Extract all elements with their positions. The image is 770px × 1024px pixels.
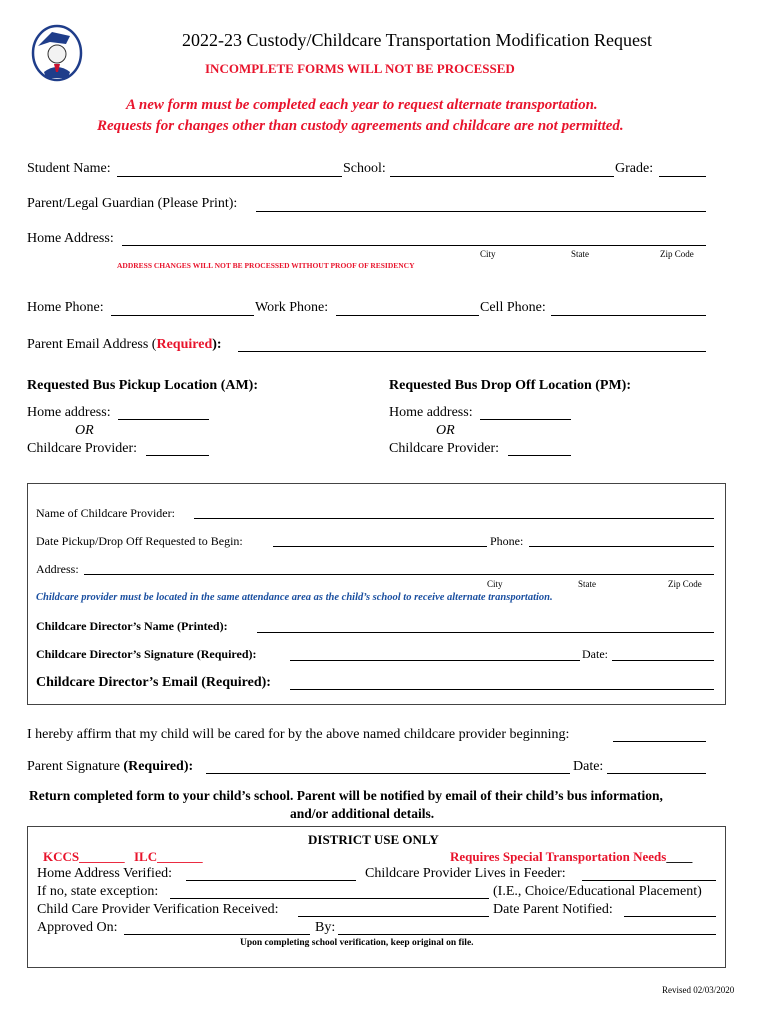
notice-line-1: A new form must be completed each year to request alternate transportation. bbox=[126, 97, 598, 113]
state-exception-label: If no, state exception: bbox=[37, 884, 159, 899]
director-date-label: Date: bbox=[582, 647, 608, 661]
approved-by-label: By: bbox=[315, 920, 336, 935]
parent-date-field[interactable] bbox=[607, 773, 706, 774]
home-verified-label: Home Address Verified: bbox=[37, 866, 173, 881]
cell-phone-field[interactable] bbox=[551, 315, 706, 316]
cell-phone-label: Cell Phone: bbox=[480, 300, 546, 315]
special-needs-field[interactable]: ____ bbox=[666, 849, 693, 864]
director-signature-label: Childcare Director’s Signature (Required): bbox=[36, 647, 257, 661]
incomplete-warning: INCOMPLETE FORMS WILL NOT BE PROCESSED bbox=[205, 61, 515, 76]
director-signature-field[interactable] bbox=[290, 660, 580, 661]
parent-signature-field[interactable] bbox=[206, 773, 570, 774]
return-instructions-line-2: and/or additional details. bbox=[290, 806, 435, 821]
director-name-field[interactable] bbox=[257, 632, 714, 633]
email-label-pre: Parent Email Address ( bbox=[27, 337, 157, 352]
ilc-field[interactable]: ILC_______ bbox=[134, 849, 203, 864]
school-field[interactable] bbox=[390, 176, 614, 177]
student-name-label: Student Name: bbox=[27, 161, 111, 176]
pm-home-address-label: Home address: bbox=[389, 405, 473, 420]
email-required: Required bbox=[156, 337, 213, 352]
approved-by-field[interactable] bbox=[338, 934, 716, 935]
kccs-field[interactable]: KCCS_______ bbox=[43, 849, 125, 864]
provider-zip-label: Zip Code bbox=[668, 579, 702, 589]
director-email-label: Childcare Director’s Email (Required): bbox=[36, 675, 271, 690]
attendance-area-note: Childcare provider must be located in the same attendance area as the child’s school to receive alternate transportation. bbox=[36, 592, 553, 603]
patriot-mascot-logo-icon bbox=[30, 24, 84, 82]
parent-signature-label bbox=[27, 759, 193, 775]
home-address-label: Home Address: bbox=[27, 231, 114, 246]
zip-label: Zip Code bbox=[660, 249, 694, 259]
revised-date: Revised 02/03/2020 bbox=[662, 985, 735, 995]
parent-email-label bbox=[27, 337, 222, 353]
state-exception-field[interactable] bbox=[170, 898, 489, 899]
date-notified-field[interactable] bbox=[624, 916, 716, 917]
home-address-field[interactable] bbox=[122, 245, 706, 246]
provider-verification-label: Child Care Provider Verification Received: bbox=[37, 902, 279, 917]
provider-address-label: Address: bbox=[36, 562, 79, 576]
director-email-field[interactable] bbox=[290, 689, 714, 690]
district-footer-note: Upon completing school verification, keep original on file. bbox=[240, 938, 474, 948]
pm-dropoff-heading: Requested Bus Drop Off Location (PM): bbox=[389, 378, 632, 393]
home-phone-label: Home Phone: bbox=[27, 300, 104, 315]
grade-field[interactable] bbox=[659, 176, 706, 177]
form-title: 2022-23 Custody/Childcare Transportation Modification Request bbox=[182, 30, 652, 50]
lives-in-feeder-label: Childcare Provider Lives in Feeder: bbox=[365, 866, 566, 881]
exception-examples: (I.E., Choice/Educational Placement) bbox=[493, 884, 702, 899]
home-verified-field[interactable] bbox=[186, 880, 356, 881]
provider-name-field[interactable] bbox=[194, 518, 714, 519]
director-name-label: Childcare Director’s Name (Printed): bbox=[36, 619, 228, 633]
guardian-field[interactable] bbox=[256, 211, 706, 212]
provider-city-label: City bbox=[487, 579, 503, 589]
student-name-field[interactable] bbox=[117, 176, 342, 177]
city-label: City bbox=[480, 249, 496, 259]
pm-home-address-field[interactable] bbox=[480, 419, 571, 420]
parent-date-label: Date: bbox=[573, 759, 604, 774]
provider-address-field[interactable] bbox=[84, 574, 714, 575]
am-childcare-provider-label: Childcare Provider: bbox=[27, 441, 138, 456]
work-phone-field[interactable] bbox=[336, 315, 479, 316]
provider-state-label: State bbox=[578, 579, 596, 589]
provider-phone-field[interactable] bbox=[529, 546, 714, 547]
date-begin-label: Date Pickup/Drop Off Requested to Begin: bbox=[36, 534, 243, 548]
return-instructions-line-1: Return completed form to your child’s school. Parent will be notified by email of their child’s bus information, bbox=[29, 788, 663, 803]
am-or-label: OR bbox=[75, 423, 94, 438]
lives-in-feeder-field[interactable] bbox=[582, 880, 716, 881]
provider-name-label: Name of Childcare Provider: bbox=[36, 506, 175, 520]
provider-phone-label: Phone: bbox=[490, 534, 524, 548]
date-notified-label: Date Parent Notified: bbox=[493, 902, 613, 917]
parent-signature-required: (Required): bbox=[123, 759, 194, 774]
pm-childcare-provider-label: Childcare Provider: bbox=[389, 441, 500, 456]
home-phone-field[interactable] bbox=[111, 315, 254, 316]
district-use-heading: DISTRICT USE ONLY bbox=[308, 832, 439, 847]
parent-email-field[interactable] bbox=[238, 351, 706, 352]
provider-verification-field[interactable] bbox=[298, 916, 489, 917]
special-needs-label: Requires Special Transportation Needs bbox=[450, 849, 667, 864]
state-label: State bbox=[571, 249, 589, 259]
special-needs-row bbox=[450, 849, 692, 865]
notice-line-2: Requests for changes other than custody agreements and childcare are not permitted. bbox=[97, 118, 624, 134]
grade-label: Grade: bbox=[615, 161, 654, 176]
director-date-field[interactable] bbox=[612, 660, 714, 661]
address-change-warning: ADDRESS CHANGES WILL NOT BE PROCESSED WITHOUT PROOF OF RESIDENCY bbox=[117, 261, 415, 270]
am-childcare-provider-field[interactable] bbox=[146, 455, 209, 456]
affirm-statement: I hereby affirm that my child will be cared for by the above named childcare provider beginning: bbox=[27, 727, 570, 742]
am-home-address-field[interactable] bbox=[118, 419, 209, 420]
guardian-label: Parent/Legal Guardian (Please Print): bbox=[27, 196, 238, 211]
approved-on-field[interactable] bbox=[124, 934, 310, 935]
affirm-date-field[interactable] bbox=[613, 741, 706, 742]
pm-childcare-provider-field[interactable] bbox=[508, 455, 571, 456]
email-label-post: ): bbox=[212, 337, 222, 352]
parent-signature-pre: Parent Signature bbox=[27, 759, 124, 774]
approved-on-label: Approved On: bbox=[37, 920, 118, 935]
work-phone-label: Work Phone: bbox=[255, 300, 329, 315]
am-home-address-label: Home address: bbox=[27, 405, 111, 420]
date-begin-field[interactable] bbox=[273, 546, 487, 547]
pm-or-label: OR bbox=[436, 423, 455, 438]
am-pickup-heading: Requested Bus Pickup Location (AM): bbox=[27, 378, 259, 393]
school-label: School: bbox=[343, 161, 386, 176]
